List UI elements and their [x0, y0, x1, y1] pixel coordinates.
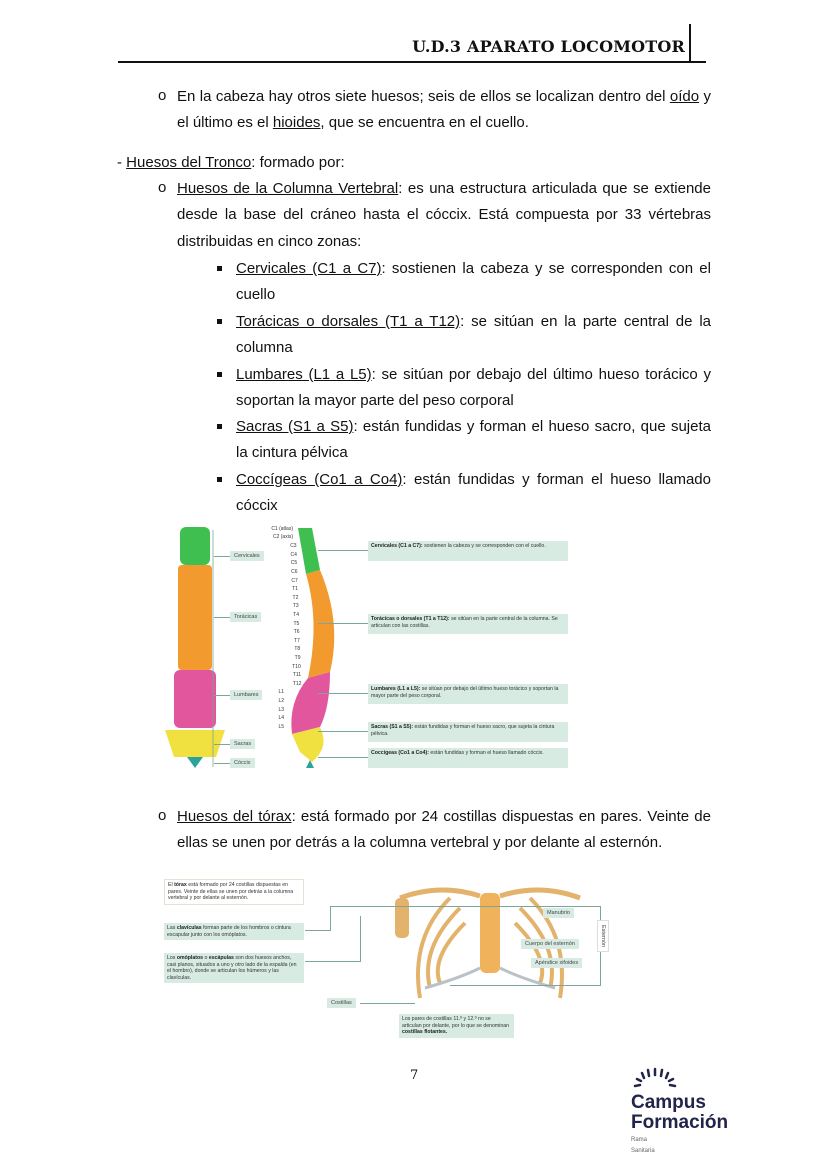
campus-formacion-logo [631, 1066, 728, 1155]
text: costillas flotantes. [402, 1029, 448, 1035]
xiphoid-label: Apéndice xifoides [531, 958, 582, 968]
square-bullet-icon [217, 372, 222, 377]
dash: - [117, 154, 127, 171]
front-spine-label: Cóccix [230, 758, 255, 768]
vertebra-label: T12 [292, 680, 302, 687]
vertebra-label: T9 [294, 655, 301, 661]
header-title: U.D.3 APARATO LOCOMOTOR [412, 37, 685, 56]
term-hioides: hioides [272, 114, 321, 132]
text: se sitúan en la parte central de la columna. Se articulan con las costillas. [371, 616, 558, 629]
sternum [480, 893, 500, 973]
vertebra-label: L5 [278, 723, 284, 730]
thorax-intro-box [164, 879, 304, 905]
text: Cervicales (C1 a C7): [371, 543, 423, 549]
vertebra-label: T1 [292, 586, 299, 593]
bullet-marker: o [158, 807, 167, 824]
vertebra-label: C5 [290, 560, 298, 567]
text: o [203, 955, 209, 961]
text: Los pares de costillas 11.º y 12.º no se articulan por delante, por lo que se denominan [402, 1016, 509, 1029]
scapula-box [164, 953, 304, 983]
text: omóplatos [176, 955, 204, 961]
floating-ribs-box [399, 1014, 514, 1038]
term: Huesos del tórax [177, 808, 292, 825]
front-thoracic [178, 565, 212, 670]
text: : está formado por 24 costillas dispuestas en pares. Veinte de ellas se unen por detrás a la columna vertebral y por delante al esternón. [177, 808, 711, 852]
vertebra-label: T10 [292, 663, 301, 670]
zone-title: Torácicas o dorsales (T1 a T12) [236, 313, 461, 330]
logo-sub2: Sanitaria [631, 1148, 655, 1154]
vertebra-label: T6 [293, 629, 300, 636]
vertebra-label: C4 [290, 551, 297, 558]
spine-zone-item [236, 309, 711, 362]
vertebra-label: C3 [290, 543, 297, 550]
text: y el último es el [177, 88, 711, 132]
spine-paragraph [177, 176, 711, 255]
front-lumbar [174, 670, 216, 728]
zone-title: Cervicales (C1 a C7) [236, 260, 382, 277]
front-coccyx [187, 757, 203, 768]
zone-text: : están fundidas y forman el hueso sacro, que sujeta la cintura pélvica [236, 418, 711, 462]
vertebra-label: C2 (axis) [272, 534, 293, 540]
ribs-label: Costillas [327, 998, 356, 1008]
text: se sitúan por debajo del último hueso torácico y soportan la mayor parte del peso corporal. [371, 686, 559, 699]
text: forman parte de los hombros o cintura escapular junto con los omóplatos. [167, 925, 291, 938]
spine-zone-item [236, 256, 711, 309]
vertebra-label: C7 [291, 577, 298, 584]
term: Huesos de la Columna Vertebral [177, 180, 399, 197]
vertebra-label: C6 [291, 569, 298, 575]
spine-zone-item [236, 414, 711, 467]
logo-line1: Campus [631, 1092, 706, 1113]
text: , que se encuentra en el cuello. [320, 114, 529, 132]
term: Huesos del Tronco [126, 154, 252, 171]
zone-title: Sacras (S1 a S5) [236, 418, 354, 435]
text: Coccígeas (Co1 a Co4): [371, 750, 429, 756]
text: Sacras (S1 a S5): [371, 724, 414, 730]
square-bullet-icon [217, 477, 222, 482]
text: Lumbares (L1 a L5): [371, 686, 421, 692]
zone-title: Coccígeas (Co1 a Co4) [236, 471, 403, 488]
front-spine-label: Sacras [230, 739, 255, 749]
vertebra-label: L2 [278, 698, 284, 704]
vertebra-label: T8 [294, 646, 301, 653]
thorax-paragraph [177, 804, 711, 857]
vertebra-label: T4 [293, 612, 299, 618]
header-rule [118, 61, 706, 63]
text: son dos huesos anchos, casi planos, situados a uno y otro lado de la espalda (en el hombro), donde se articulan los húmeros y las clavículas. [167, 955, 297, 981]
vertebra-label: L1 [278, 689, 284, 696]
vertebra-label: L4 [278, 715, 284, 722]
spine-zone-box [368, 748, 568, 768]
page-number: 7 [410, 1068, 419, 1083]
text: escápulas [208, 955, 234, 961]
vertebra-label: T11 [292, 672, 302, 679]
manubrium-label: Manubrio [543, 908, 574, 918]
side-thoracic [306, 570, 334, 678]
text: están fundidas y forman el hueso llamado cóccix. [428, 750, 544, 756]
vertebra-label: C1 (atlas) [271, 526, 293, 532]
spine-zone-box [368, 541, 568, 561]
zone-title: Lumbares (L1 a L5) [236, 366, 372, 383]
zone-text: : se sitúan por debajo del último hueso torácico y soportan la mayor parte del peso corporal [236, 366, 711, 410]
zone-text: : están fundidas y forman el hueso llamado cóccix [236, 471, 711, 515]
text: sostienen la cabeza y se corresponden con el cuello. [422, 543, 546, 549]
side-cervical [298, 528, 320, 574]
text: está formado por 24 costillas dispuestas en pares. Veinte de ellas se unen por detrás a la columna vertebral y por delante al esternón. [168, 882, 294, 901]
spine-zone-box [368, 614, 568, 634]
front-spine-label: Torácicas [230, 612, 261, 622]
vertebra-label: L3 [278, 706, 284, 713]
logo-sub1: Rama [631, 1137, 648, 1143]
clavicles-box [164, 923, 304, 940]
vertebra-label: T5 [293, 620, 300, 627]
text: Torácicas o dorsales (T1 a T12): [371, 616, 450, 622]
logo-sunburst-icon [631, 1066, 681, 1088]
vertebra-label: T2 [292, 594, 299, 601]
bullet-marker: o [158, 87, 167, 104]
logo-line2: Formación [631, 1112, 729, 1133]
text: : formado por: [251, 154, 345, 171]
spine-zone-item [236, 467, 711, 520]
sternum-label: Esternón [597, 920, 609, 952]
text: tórax [174, 882, 187, 888]
text: Los [167, 955, 177, 961]
spine-zone-box [368, 684, 568, 704]
text: clavículas [176, 925, 202, 931]
square-bullet-icon [217, 319, 222, 324]
vertebra-label: T7 [294, 637, 300, 644]
vertebra-label: T3 [292, 603, 299, 610]
front-spine-label: Cervicales [230, 551, 264, 561]
zone-text: : sostienen la cabeza y se corresponden con el cuello [236, 260, 711, 304]
text: están fundidas y forman el hueso sacro, que sujeta la cintura pélvica. [371, 724, 555, 737]
spine-zone-box [368, 722, 568, 742]
header-bar [689, 24, 691, 63]
text: Las [167, 925, 177, 931]
bullet-marker: o [158, 179, 167, 196]
trunk-heading [117, 150, 345, 176]
text: : es una estructura articulada que se extiende desde la base del cráneo hasta el cóccix. Está compuesta por 33 vértebras distribuidas en cinco zonas: [177, 180, 711, 250]
front-spine-label: Lumbares [230, 690, 262, 700]
text: El [168, 882, 175, 888]
zone-text: : se sitúan en la parte central de la columna [236, 313, 711, 357]
square-bullet-icon [217, 424, 222, 429]
term-oido: oído [669, 88, 700, 105]
text: En la cabeza hay otros siete huesos; seis de ellos se localizan dentro del [177, 88, 670, 105]
square-bullet-icon [217, 266, 222, 271]
sternum-body-label: Cuerpo del esternón [521, 939, 579, 949]
spine-zone-item [236, 362, 711, 415]
head-bones-paragraph [177, 84, 711, 137]
front-cervical [180, 527, 210, 565]
